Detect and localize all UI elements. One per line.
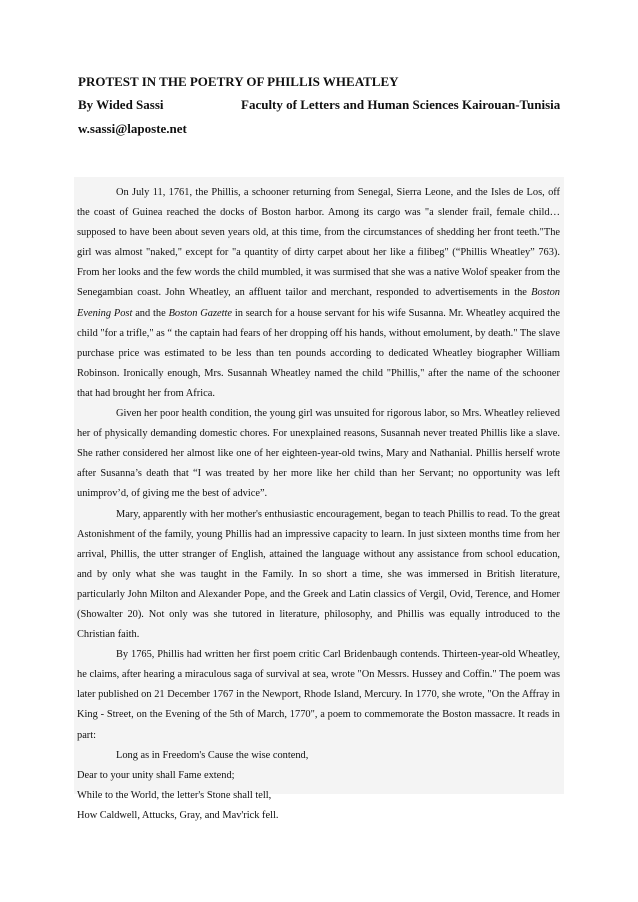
paper-title: PROTEST IN THE POETRY OF PHILLIS WHEATLEY: [78, 74, 399, 89]
paragraph-4: By 1765, Phillis had written her first poem critic Carl Bridenbaugh contends. Thirteen-year-old Wheatley, he claims, after hearing a miraculous saga of survival at sea, wrote "On Messrs. Hussey and Coffin." The poem was later published on 21 December 1767 in the Newport, Rhode Island, Mercury. In 1770, she wrote, "On the Affray in King - Street, on the Evening of the 5th of March, 1770", a poem to commemorate the Boston massacre. It reads in part:: [77, 649, 560, 741]
newspaper-title-gazette: Boston Gazette: [168, 307, 232, 319]
body-text-block: [74, 177, 564, 821]
verse-line-3: While to the World, the letter's Stone shall tell,: [77, 789, 272, 801]
author-name: By Wided Sassi: [78, 97, 164, 112]
paper-header: [78, 72, 578, 139]
verse-line-4: How Caldwell, Attucks, Gray, and Mav'rick fell.: [77, 809, 279, 821]
author-affiliation: Faculty of Letters and Human Sciences Kairouan-Tunisia: [241, 97, 561, 112]
paragraph-1-part-b: and the: [132, 307, 169, 319]
newspaper-title-evening-post: Boston Evening Post: [77, 287, 560, 319]
author-email: w.sassi@laposte.net: [78, 121, 187, 136]
byline: [78, 95, 578, 116]
verse-line-1: Long as in Freedom's Cause the wise contend,: [116, 749, 309, 761]
paragraph-2: Given her poor health condition, the young girl was unsuited for rigorous labor, so Mrs. Wheatley relieved her of physically demanding domestic chores. For unexplained reasons, Susannah never treated Phillis like a slave. She rather considered her almost like one of her eighteen-year-old twins, Mary and Nathanial. Phillis herself wrote after Susanna’s death that “I was treated by her more like her child than her Servant; no opportunity was left unimprov’d, of giving me the best of advice”.: [77, 408, 560, 500]
verse-line-2: Dear to your unity shall Fame extend;: [77, 769, 235, 781]
paragraph-3: Mary, apparently with her mother's enthusiastic encouragement, began to teach Phillis to read. To the great Astonishment of the family, young Phillis had an impressive capacity to learn. In just sixteen months time from her arrival, Phillis, the utter stranger of English, attained the language without any assistance from school education, and by only what she was taught in the Family. In so short a time, she was immersed in British literature, particularly John Milton and Alexander Pope, and the Greek and Latin classics of Vergil, Ovid, Terence, and Homer (Showalter 20). Not only was she tutored in literature, philosophy, and Phillis was equally introduced to the Christian faith.: [77, 508, 560, 641]
paragraph-1-part-a: On July 11, 1761, the Phillis, a schooner returning from Senegal, Sierra Leone, and the Isles de Los, off the coast of Guinea reached the docks of Boston harbor. Among its cargo was "a slender frail, female child…supposed to have been about seven years old, at this time, from the circumstances of shedding her front teeth."The girl was almost "naked," except for "a quantity of dirty carpet about her like a filibeg" (“Phillis Wheatley” 763). From her looks and the few words the child mumbled, it was surmised that she was a native Wolof speaker from the Senegambian coast. John Wheatley, an affluent tailor and merchant, responded to advertisements in the: [77, 187, 560, 299]
paragraph-1: [77, 183, 560, 404]
paragraph-1-part-c: in search for a house servant for his wife Susanna. Mr. Wheatley acquired the child "for a trifle," as “ the captain had fears of her dropping off his hands, without emolument, by death." The slave purchase price was estimated to be less than ten pounds according to dedicated Wheatley biographer William Robinson. Ironically enough, Mrs. Susannah Wheatley named the child "Phillis," after the name of the schooner that had brought her from Africa.: [77, 307, 560, 399]
